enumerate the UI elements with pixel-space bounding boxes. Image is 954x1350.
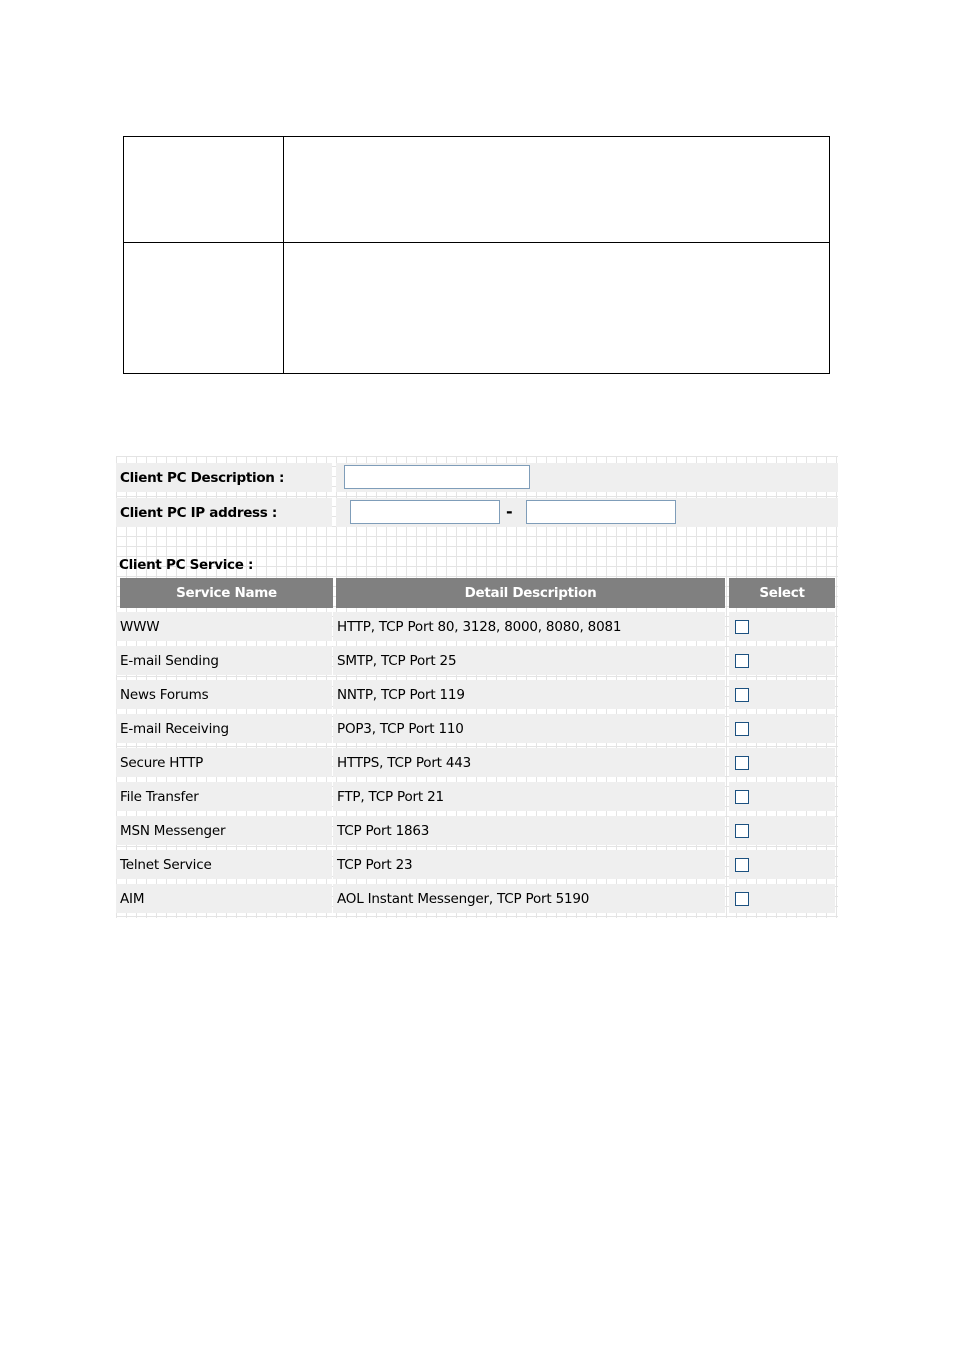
service-name: Telnet Service (116, 850, 332, 879)
service-name: WWW (116, 612, 332, 641)
doc-table-cell (124, 137, 284, 243)
select-cell (729, 612, 835, 641)
service-detail: POP3, TCP Port 110 (333, 714, 725, 743)
table-row (116, 714, 838, 743)
service-name: MSN Messenger (116, 816, 332, 845)
table-row (116, 782, 838, 811)
ip-end-input[interactable] (526, 500, 676, 524)
service-detail: HTTPS, TCP Port 443 (333, 748, 725, 777)
select-checkbox[interactable] (735, 858, 749, 872)
service-detail: FTP, TCP Port 21 (333, 782, 725, 811)
select-checkbox[interactable] (735, 654, 749, 668)
doc-table-cell (124, 243, 284, 374)
select-cell (729, 816, 835, 845)
description-label: Client PC Description : (120, 470, 285, 486)
select-cell (729, 646, 835, 675)
table-row (116, 850, 838, 879)
select-checkbox[interactable] (735, 620, 749, 634)
service-name: E-mail Receiving (116, 714, 332, 743)
select-cell (729, 748, 835, 777)
header-service-name: Service Name (120, 578, 333, 608)
ip-range-separator: - (506, 502, 513, 521)
table-row (116, 612, 838, 641)
select-cell (729, 714, 835, 743)
select-cell (729, 850, 835, 879)
service-name: Secure HTTP (116, 748, 332, 777)
doc-table-cell (284, 243, 830, 374)
service-detail: NNTP, TCP Port 119 (333, 680, 725, 709)
table-row (116, 816, 838, 845)
select-cell (729, 782, 835, 811)
client-pc-panel (116, 456, 838, 918)
description-input[interactable] (344, 465, 530, 489)
service-name: File Transfer (116, 782, 332, 811)
service-name: E-mail Sending (116, 646, 332, 675)
header-detail-description: Detail Description (336, 578, 725, 608)
doc-table-cell (284, 137, 830, 243)
table-row (116, 748, 838, 777)
select-cell (729, 884, 835, 913)
select-checkbox[interactable] (735, 756, 749, 770)
select-checkbox[interactable] (735, 688, 749, 702)
header-select: Select (729, 578, 835, 608)
table-row (116, 646, 838, 675)
service-detail: AOL Instant Messenger, TCP Port 5190 (333, 884, 725, 913)
service-detail: TCP Port 23 (333, 850, 725, 879)
ip-address-label: Client PC IP address : (120, 505, 278, 521)
service-name: News Forums (116, 680, 332, 709)
service-label: Client PC Service : (119, 557, 254, 573)
table-row (116, 680, 838, 709)
select-checkbox[interactable] (735, 722, 749, 736)
service-detail: HTTP, TCP Port 80, 3128, 8000, 8080, 8081 (333, 612, 725, 641)
service-name: AIM (116, 884, 332, 913)
select-checkbox[interactable] (735, 824, 749, 838)
service-detail: TCP Port 1863 (333, 816, 725, 845)
ip-start-input[interactable] (350, 500, 500, 524)
select-checkbox[interactable] (735, 892, 749, 906)
select-cell (729, 680, 835, 709)
service-detail: SMTP, TCP Port 25 (333, 646, 725, 675)
select-checkbox[interactable] (735, 790, 749, 804)
table-row (116, 884, 838, 913)
document-table (123, 136, 830, 374)
